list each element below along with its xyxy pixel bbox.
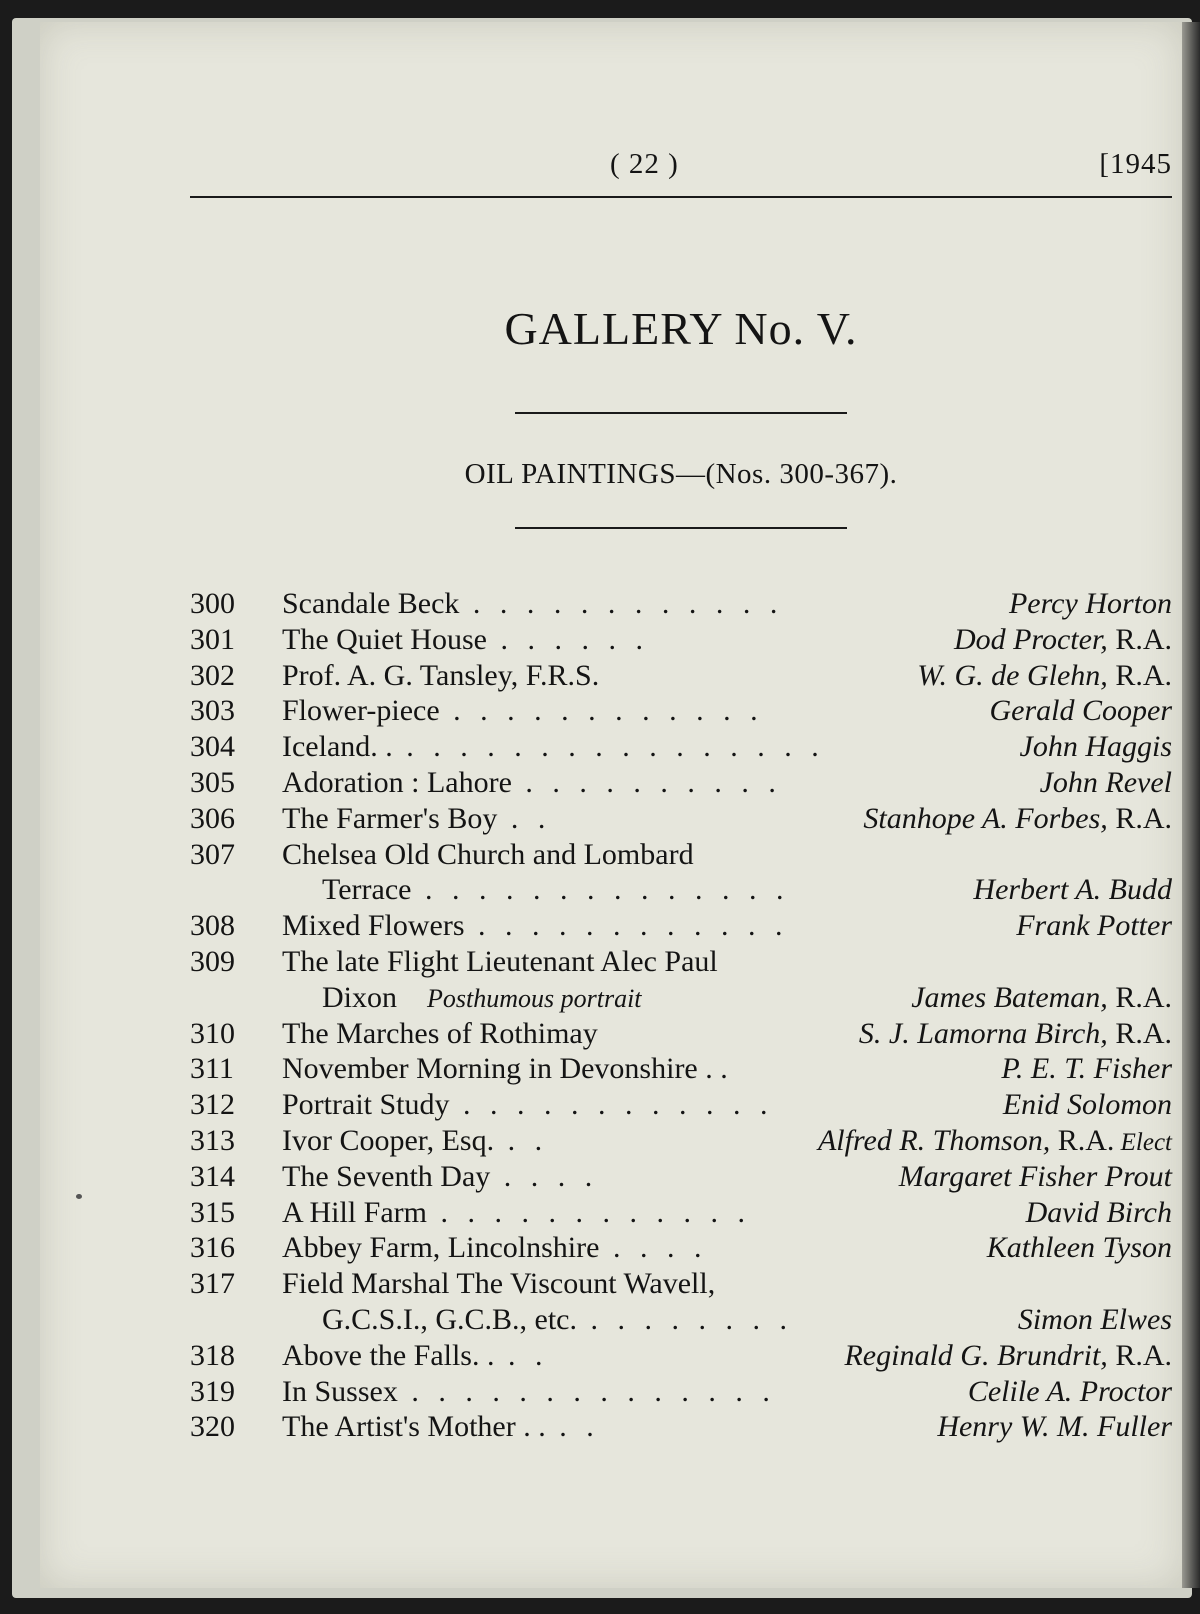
entry-number: 307 <box>190 837 235 871</box>
artist-suffix-italic: Elect <box>1114 1128 1172 1156</box>
catalogue-entry <box>190 837 1172 873</box>
entry-number: 304 <box>190 730 235 764</box>
entry-title <box>282 1016 598 1052</box>
entry-number: 320 <box>190 1410 235 1444</box>
gallery-title: GALLERY No. V. <box>504 303 858 354</box>
entry-title <box>282 944 718 980</box>
catalogue-entry <box>190 658 1172 694</box>
entry-number: 317 <box>190 1267 235 1301</box>
entry-title-text: Dixon <box>322 980 397 1014</box>
artist-name: Gerald Cooper <box>989 694 1172 728</box>
entry-artist <box>1026 1195 1172 1231</box>
entry-title-text: The Marches of Rothimay <box>282 1016 598 1050</box>
entry-title <box>282 765 782 801</box>
catalogue-entry <box>190 1087 1172 1123</box>
leader-dots: . . . . <box>490 1159 599 1193</box>
leader-dots: . . . . . . . . <box>577 1302 793 1336</box>
entry-artist <box>1040 765 1172 801</box>
entry-number: 316 <box>190 1231 235 1265</box>
entry-number: 311 <box>190 1052 234 1086</box>
artist-name: Reginald G. Brundrit, <box>844 1338 1108 1372</box>
entry-number: 309 <box>190 944 235 978</box>
entry-artist <box>844 1338 1172 1374</box>
artist-name: Stanhope A. Forbes, <box>863 801 1108 835</box>
leader-dots: . . . . . . . . . . . . <box>439 694 764 728</box>
leader-dots: . . . . . . . . . . . . <box>464 909 789 943</box>
entry-number: 315 <box>190 1195 235 1229</box>
header-year: [1945 <box>1099 148 1172 180</box>
catalogue-entry <box>190 1051 1172 1087</box>
entry-title <box>282 586 783 622</box>
entry-title-text: The Quiet House <box>282 622 487 656</box>
entry-title-text: The late Flight Lieutenant Alec Paul <box>282 944 718 978</box>
entry-title <box>282 1266 715 1302</box>
entry-title-text: Flower-piece <box>282 694 440 728</box>
catalogue-entry <box>190 1016 1172 1052</box>
leader-dots: . . . . . . . . . . <box>511 765 782 799</box>
artist-name: Dod Procter, <box>953 622 1108 656</box>
entry-artist <box>859 1016 1172 1052</box>
artist-name: Celile A. Proctor <box>967 1374 1172 1408</box>
catalogue-entry <box>190 872 1172 908</box>
entry-title-text: In Sussex <box>282 1374 398 1408</box>
entry-artist <box>1009 586 1172 622</box>
catalogue-entry <box>190 944 1172 980</box>
entry-title-text: Prof. A. G. Tansley, F.R.S. <box>282 658 600 692</box>
artist-name: S. J. Lamorna Birch, <box>858 1016 1108 1050</box>
section-heading: OIL PAINTINGS—(Nos. 300-367). <box>464 458 898 490</box>
entry-number: 301 <box>190 622 235 656</box>
artist-suffix: R.A. <box>1107 1016 1172 1050</box>
entry-artist <box>968 1374 1172 1410</box>
entry-title <box>282 622 649 658</box>
catalogue-entry <box>190 1195 1172 1231</box>
artist-name: Frank Potter <box>1016 909 1172 943</box>
title-rule-top <box>515 412 847 414</box>
leader-dots: . . <box>494 1338 549 1372</box>
entry-title <box>282 1409 600 1445</box>
title-rule-bottom <box>515 527 847 529</box>
entry-artist <box>899 1159 1172 1195</box>
entry-artist <box>1016 908 1172 944</box>
entry-number: 300 <box>190 587 235 620</box>
page-number: ( 22 ) <box>610 148 679 180</box>
entry-title <box>282 801 551 837</box>
leader-dots: . . . . . . . . . . . . . . <box>411 873 790 907</box>
catalogue-entry <box>190 980 1172 1016</box>
entry-title-text: Iceland. . <box>282 730 393 764</box>
entry-title-text: Adoration : Lahore <box>282 765 512 799</box>
artist-name: P. E. T. Fisher <box>1001 1052 1172 1086</box>
entry-title-text: Above the Falls. . <box>282 1338 495 1372</box>
entry-title <box>282 1051 728 1087</box>
entry-title-text: Ivor Cooper, Esq. <box>282 1123 495 1157</box>
entry-title <box>282 729 825 765</box>
artist-name: Alfred R. Thomson, <box>817 1123 1051 1157</box>
artist-name: David Birch <box>1025 1195 1172 1229</box>
entry-artist <box>863 801 1172 837</box>
entry-title-text: Mixed Flowers <box>282 909 465 943</box>
artist-suffix: R.A. <box>1107 1338 1172 1372</box>
entry-title <box>282 1195 751 1231</box>
artist-name: Kathleen Tyson <box>986 1231 1172 1265</box>
artist-suffix: R.A. <box>1050 1123 1115 1157</box>
artist-name: Herbert A. Budd <box>973 873 1172 907</box>
paper-speck <box>76 1194 82 1199</box>
entry-title <box>282 693 764 729</box>
entry-title <box>282 1087 774 1123</box>
entry-number: 310 <box>190 1016 235 1050</box>
catalogue-entry <box>190 1123 1172 1159</box>
entry-number: 312 <box>190 1088 235 1122</box>
entry-artist <box>1001 1051 1172 1087</box>
catalogue-entry <box>190 693 1172 729</box>
catalogue-entry <box>190 1302 1172 1338</box>
artist-name: James Bateman, <box>911 980 1108 1014</box>
catalogue-list <box>190 586 1172 1445</box>
entry-title-text: Chelsea Old Church and Lombard <box>282 837 694 871</box>
entry-title-text: The Seventh Day <box>282 1159 491 1193</box>
artist-name: W. G. de Glehn, <box>917 658 1108 692</box>
artist-name: John Haggis <box>1019 730 1172 764</box>
entry-title <box>322 980 642 1017</box>
page-gutter-shadow <box>1182 22 1200 1588</box>
entry-title <box>282 1230 707 1266</box>
entry-artist <box>818 1123 1172 1161</box>
entry-title-text: Scandale Beck <box>282 587 460 620</box>
leader-dots: . . . . <box>599 1231 708 1265</box>
catalogue-entry <box>190 801 1172 837</box>
entry-title-text: The Artist's Mother . . <box>282 1410 546 1444</box>
entry-number: 306 <box>190 801 235 835</box>
entry-title-text: Terrace <box>322 873 412 907</box>
entry-artist <box>990 693 1173 729</box>
entry-artist <box>1003 1087 1172 1123</box>
catalogue-entry <box>190 1159 1172 1195</box>
entry-title <box>282 1374 776 1410</box>
catalogue-entry <box>190 729 1172 765</box>
entry-number: 305 <box>190 765 235 799</box>
entry-title <box>282 908 789 944</box>
entry-title-text: The Farmer's Boy <box>282 801 498 835</box>
catalogue-entry <box>190 1338 1172 1374</box>
entry-number: 303 <box>190 694 235 728</box>
catalogue-entry <box>190 1230 1172 1266</box>
artist-name: Percy Horton <box>1008 587 1172 620</box>
entry-title-text: Field Marshal The Viscount Wavell, <box>282 1267 716 1301</box>
running-header <box>190 148 1172 188</box>
leader-dots: . . <box>497 801 552 835</box>
artist-name: Margaret Fisher Prout <box>898 1159 1172 1193</box>
entry-title <box>322 1302 793 1338</box>
entry-number: 302 <box>190 658 235 692</box>
artist-name: Enid Solomon <box>1002 1088 1172 1122</box>
artist-name: Simon Elwes <box>1017 1302 1172 1336</box>
artist-name: Henry W. M. Fuller <box>937 1410 1172 1444</box>
artist-name: John Revel <box>1039 765 1172 799</box>
entry-artist <box>973 872 1172 908</box>
entry-number: 318 <box>190 1338 235 1372</box>
artist-suffix: R.A. <box>1107 658 1172 692</box>
entry-artist <box>917 658 1172 694</box>
catalogue-entry <box>190 622 1172 658</box>
entry-title-text: G.C.S.I., G.C.B., etc. <box>322 1302 577 1336</box>
catalogue-entry <box>190 1409 1172 1445</box>
catalogue-entry <box>190 586 1172 622</box>
entry-artist <box>911 980 1172 1016</box>
entry-number: 308 <box>190 909 235 943</box>
entry-artist <box>1018 1302 1172 1338</box>
entry-artist <box>937 1409 1172 1445</box>
artist-suffix: R.A. <box>1107 622 1172 656</box>
entry-note: Posthumous portrait <box>427 983 642 1013</box>
catalogue-entry <box>190 908 1172 944</box>
artist-suffix: R.A. <box>1107 980 1172 1014</box>
entry-number: 313 <box>190 1123 235 1157</box>
entry-title <box>282 837 694 873</box>
entry-title <box>282 658 599 694</box>
entry-title <box>322 872 789 908</box>
catalogue-entry <box>190 1266 1172 1302</box>
header-rule <box>190 196 1172 198</box>
catalogue-entry <box>190 765 1172 801</box>
leader-dots: . . . . . . <box>486 622 649 656</box>
leader-dots: . . . . . . . . . . . . <box>459 587 784 620</box>
leader-dots: . . . . . . . . . . . . . . . . <box>392 730 825 764</box>
artist-suffix: R.A. <box>1107 801 1172 835</box>
entry-title <box>282 1338 548 1374</box>
entry-title-text: Portrait Study <box>282 1088 450 1122</box>
leader-dots: . . <box>545 1410 600 1444</box>
entry-number: 319 <box>190 1374 235 1408</box>
leader-dots: . . <box>494 1123 549 1157</box>
leader-dots: . . . . . . . . . . . . <box>449 1088 774 1122</box>
catalogue-entry <box>190 1374 1172 1410</box>
leader-dots: . . . . . . . . . . . . . . <box>397 1374 776 1408</box>
entry-title <box>282 1159 598 1195</box>
entry-title <box>282 1123 548 1159</box>
entry-title-text: November Morning in Devonshire . . <box>282 1052 728 1086</box>
entry-artist <box>954 622 1172 658</box>
entry-artist <box>987 1230 1172 1266</box>
entry-title-text: Abbey Farm, Lincolnshire <box>282 1231 600 1265</box>
entry-number: 314 <box>190 1159 235 1193</box>
entry-artist <box>1020 729 1173 765</box>
leader-dots: . . . . . . . . . . . . <box>427 1195 752 1229</box>
entry-title-text: A Hill Farm <box>282 1195 428 1229</box>
